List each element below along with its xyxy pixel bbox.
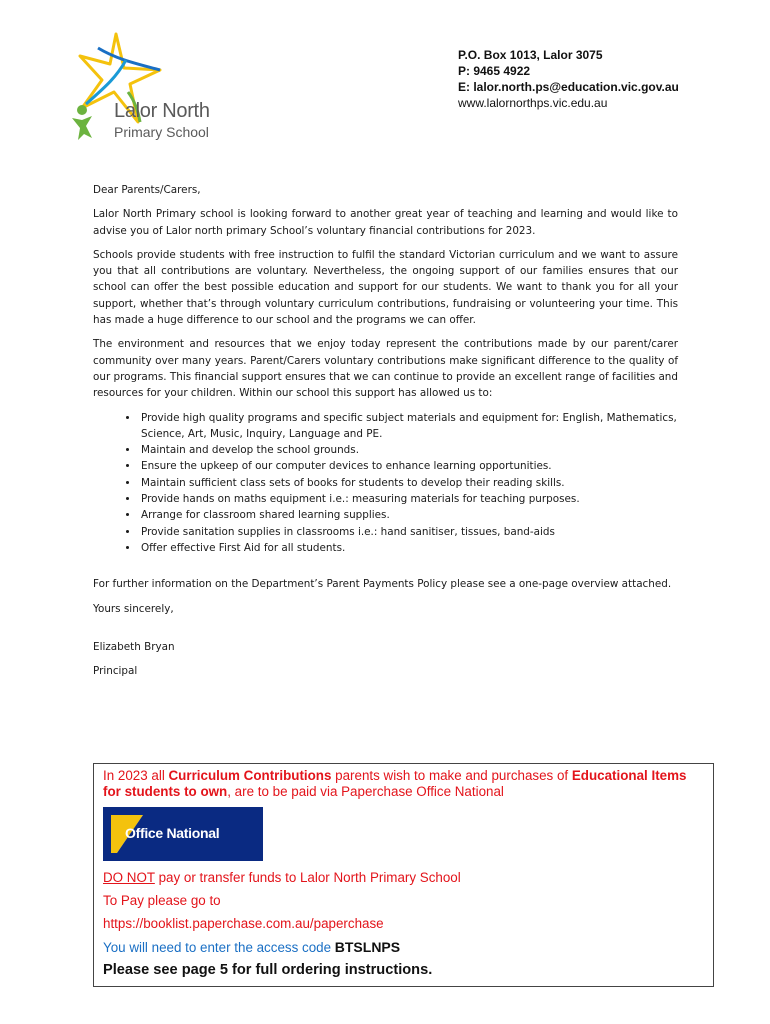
notice-bold-text: Curriculum Contributions — [168, 768, 332, 783]
salutation: Dear Parents/Carers, — [93, 184, 201, 196]
payment-notice-box — [93, 763, 714, 987]
list-item: • Maintain and develop the school grounds. — [139, 442, 678, 458]
paragraph-4: For further information on the Department’s Parent Payments Policy please see a one-page overview attached. — [93, 578, 672, 591]
list-item: • Provide sanitation supplies in classrooms i.e.: hand sanitiser, tissues, band-aids — [139, 524, 678, 540]
school-logo — [68, 30, 228, 145]
paragraph-2: Schools provide students with free instruction to fulfil the standard Victorian curriculum and we want to assure you that all contributions are voluntary. Nevertheless, the ongoing support of our families ensures that our school can offer the best possible education and support for our students. We want to thank you for all your support, whether that’s through voluntary curriculum contributions, fundraising or volunteering your time. This has made a huge difference to our school and the programs we can offer. — [93, 248, 678, 327]
donot-rest: pay or transfer funds to Lalor North Primary School — [154, 870, 461, 885]
paperchase-link[interactable]: https://booklist.paperchase.com.au/paperchase — [103, 916, 384, 931]
list-item: • Ensure the upkeep of our computer devices to enhance learning opportunities. — [139, 458, 678, 474]
email[interactable]: E: lalor.north.ps@education.vic.gov.au — [458, 80, 679, 94]
notice-text: In 2023 all — [103, 768, 169, 783]
letter-body — [93, 182, 678, 687]
list-item: • Arrange for classroom shared learning supplies. — [139, 507, 678, 523]
list-item: • Provide high quality programs and specific subject materials and equipment for: English, Mathematics, Science, Art, Music, Inquiry, Language and PE. — [139, 410, 678, 443]
signer-name: Elizabeth Bryan — [93, 640, 175, 653]
list-item: • Maintain sufficient class sets of books for students to develop their reading skills. — [139, 475, 678, 491]
list-item: • Offer effective First Aid for all students. — [139, 540, 678, 556]
support-list — [93, 410, 678, 557]
notice-intro — [103, 768, 703, 800]
to-pay-line: To Pay please go to — [103, 893, 221, 908]
notice-text: parents wish to make and purchases of — [331, 768, 572, 783]
school-subtitle: Primary School — [114, 124, 209, 140]
access-code-line — [103, 939, 400, 955]
contact-block — [458, 47, 679, 111]
paragraph-1: Lalor North Primary school is looking forward to another great year of teaching and learning and would like to advise you of Lalor north primary School’s voluntary financial contributions for 2023. — [93, 208, 678, 237]
donot-text: DO NOT — [103, 870, 155, 885]
notice-bold-text: Educational Items for students to own — [103, 768, 687, 799]
list-item: • Provide hands on maths equipment i.e.: measuring materials for teaching purposes. — [139, 491, 678, 507]
phone: P: 9465 4922 — [458, 64, 531, 78]
signer-title: Principal — [93, 665, 138, 678]
notice-text: , are to be paid via Paperchase Office National — [227, 784, 504, 799]
website[interactable]: www.lalornorthps.vic.edu.au — [458, 96, 608, 110]
closing: Yours sincerely, — [93, 602, 174, 615]
access-text: You will need to enter the access code — [103, 940, 335, 955]
office-national-logo — [103, 807, 263, 861]
donot-line — [103, 870, 461, 885]
address: P.O. Box 1013, Lalor 3075 — [458, 48, 603, 62]
access-code: BTSLNPS — [334, 939, 401, 955]
school-name: Lalor North — [114, 100, 210, 122]
paragraph-3: The environment and resources that we enjoy today represent the contributions made by our parent/carer community over many years. Parent/Carers voluntary contributions make significant difference to the quality of our programs. This financial support ensures that we can continue to provide an excellent range of facilities and resources for your children. Within our school this support has allowed us to: — [93, 338, 678, 400]
office-national-logo-text: Office National — [125, 825, 220, 841]
ordering-instructions: Please see page 5 for full ordering instructions. — [103, 962, 433, 978]
